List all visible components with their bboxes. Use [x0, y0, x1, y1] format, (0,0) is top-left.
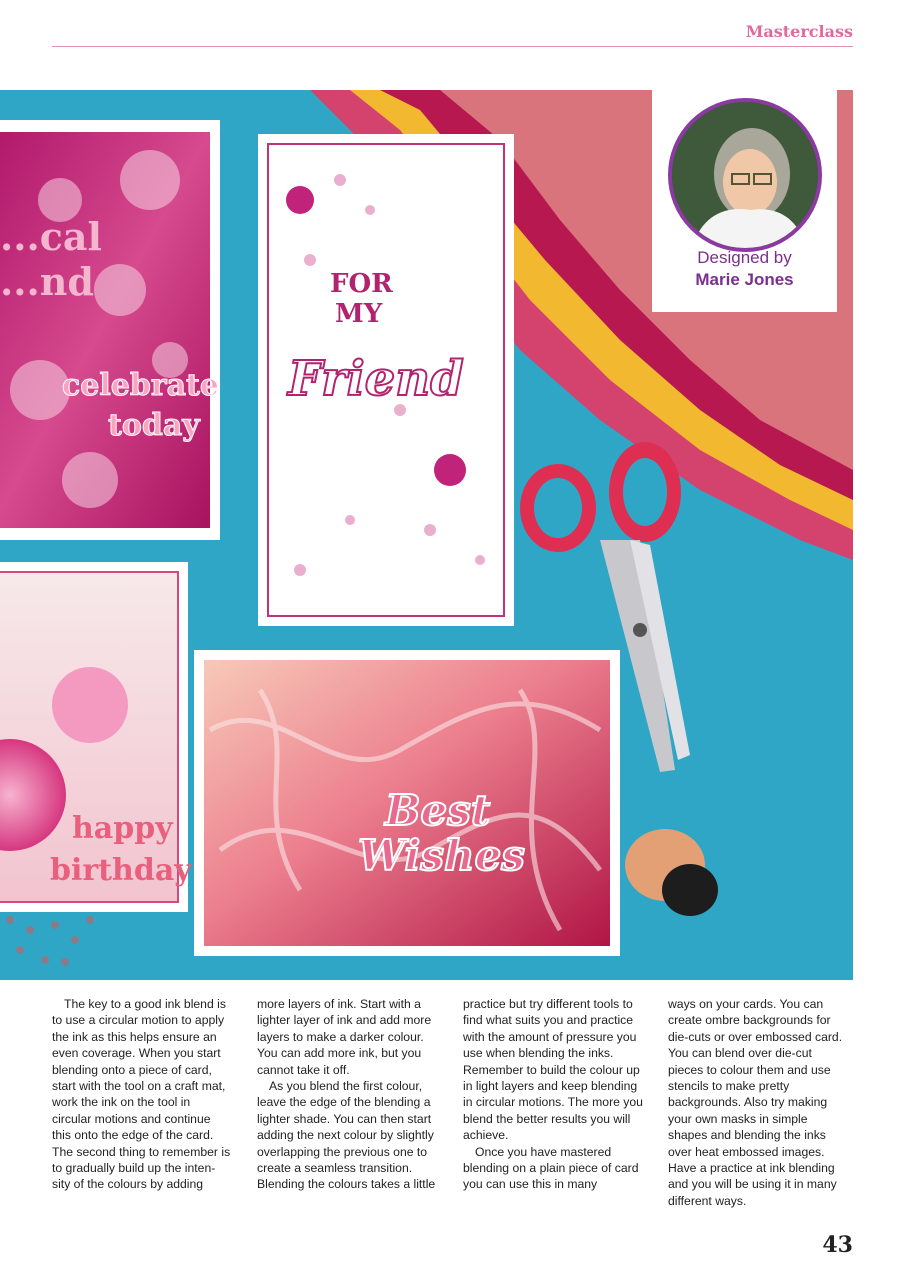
- card-text-for: FOR: [330, 269, 393, 299]
- section-label: Masterclass: [745, 22, 853, 41]
- card-text-wishes: Wishes: [358, 831, 525, 880]
- text-column-3: [463, 996, 643, 1193]
- card-text-celebrate: celebrate: [62, 368, 220, 403]
- designer-credit: [652, 90, 837, 312]
- paragraph: practice but try different tools to find what suits you and practice with the amount of pressure you use when blending the inks. Remember to build the colour up in light layers and keep blending in circular motions. The more you blend the better results you will achieve.: [463, 997, 643, 1143]
- card-text-cal: ...cal: [0, 214, 102, 259]
- card-text-friend: Friend: [288, 351, 464, 407]
- paragraph: Once you have mastered blending on a plain piece of card you can use this in many: [463, 1144, 639, 1192]
- text-column-4: [668, 996, 848, 1209]
- card-text-my: MY: [335, 299, 383, 329]
- text-column-2: [257, 996, 437, 1193]
- card-text-best: Best: [385, 786, 491, 835]
- card-text-happy: happy: [72, 811, 173, 846]
- paragraph: more layers of ink. Start with a lighter layer of ink and add more layers to make a darker colour. You can add more ink, but you cannot take it off.: [257, 997, 432, 1077]
- paragraph: ways on your cards. You can create ombre backgrounds for die-cuts or over embossed card. You can blend over die-cut pieces to colour them and use stencils to make pretty backgrounds. Also try making your own masks in simple shapes and blending the inks over heat embossed images. Have a practice at ink blending and you will be using it in many different ways.: [668, 997, 843, 1208]
- text-column-1: [52, 996, 232, 1193]
- page-number: 43: [822, 1232, 853, 1258]
- designed-by-label: Designed by: [697, 248, 792, 267]
- header-rule: [52, 46, 853, 47]
- designer-name: Marie Jones: [695, 270, 794, 289]
- card-text-nd: ...nd: [0, 259, 94, 304]
- paragraph: As you blend the first colour, leave the edge of the blending a lighter shade. You can then start adding the next colour by slightly overlapping the previous one to create a seamless transition. Blending the colours takes a little: [257, 1079, 436, 1192]
- card-text-birthday: birthday: [50, 853, 192, 888]
- card-text-today: today: [108, 408, 200, 443]
- paragraph: The key to a good ink blend is to use a circular motion to apply the ink as this helps ensure an even coverage. When you start blending onto a piece of card, start with the tool on a craft mat, work the ink on the tool in circular motions and continue this onto the edge of the card. The second thing to remember is to gradually build up the inten-sity of the colours by adding: [52, 997, 231, 1192]
- designer-portrait: [668, 98, 822, 252]
